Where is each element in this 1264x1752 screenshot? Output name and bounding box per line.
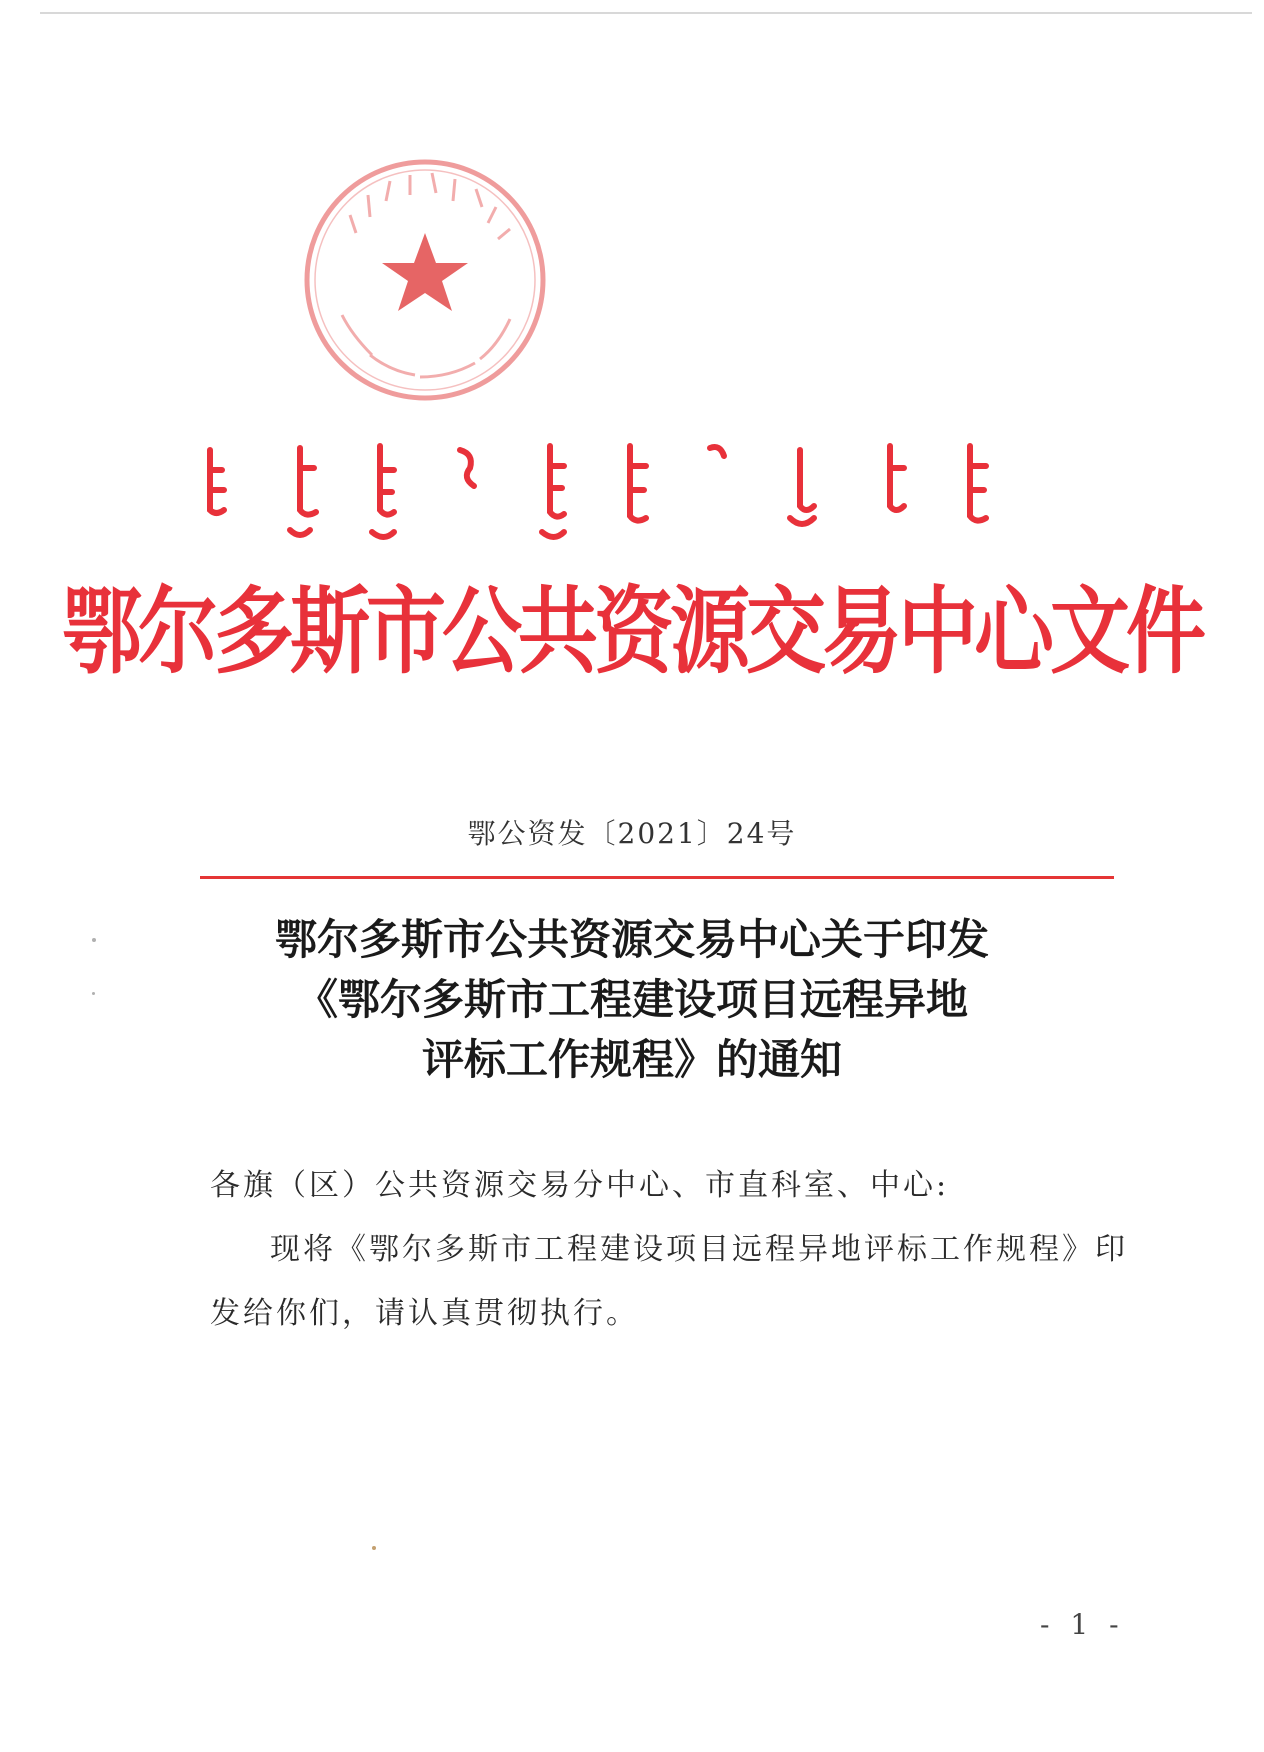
body-paragraph: 现将《鄂尔多斯市工程建设项目远程异地评标工作规程》印发给你们，请认真贯彻执行。 xyxy=(210,1232,1128,1331)
scan-speck xyxy=(92,992,95,995)
salutation: 各旗（区）公共资源交易分中心、市直科室、中心: xyxy=(210,1168,950,1203)
document-number: 鄂公资发〔2021〕24号 xyxy=(467,817,797,850)
scan-top-edge xyxy=(40,12,1252,14)
notice-title xyxy=(0,910,1264,1090)
mongolian-script-icon xyxy=(190,440,1110,560)
official-seal-icon xyxy=(290,145,560,415)
scan-speck xyxy=(92,938,96,942)
issuer-title: 鄂尔多斯市公共资源交易中心文件 xyxy=(62,576,1202,687)
page-number: - 1 - xyxy=(1040,1608,1125,1641)
notice-title-line: 《鄂尔多斯市工程建设项目远程异地 xyxy=(295,975,968,1024)
notice-title-line: 评标工作规程》的通知 xyxy=(421,1035,842,1084)
red-divider-rule xyxy=(200,876,1114,879)
scan-speck xyxy=(372,1546,376,1550)
notice-title-line: 鄂尔多斯市公共资源交易中心关于印发 xyxy=(274,915,989,964)
